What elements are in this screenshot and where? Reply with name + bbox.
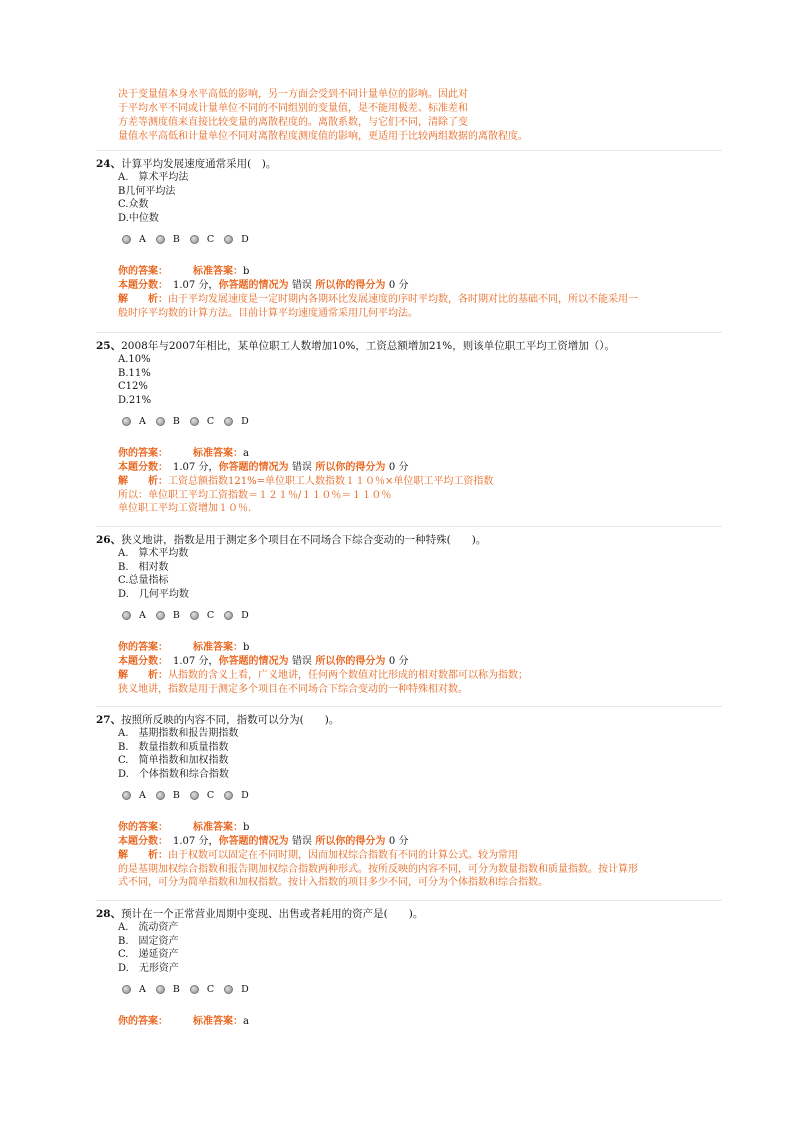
radio-option-d[interactable]: D xyxy=(224,790,249,801)
radio-option-d[interactable]: D xyxy=(224,416,249,427)
question-24 xyxy=(96,150,722,320)
radio-button-icon[interactable] xyxy=(190,235,199,244)
answer-radio-group xyxy=(96,413,722,429)
question-26 xyxy=(96,526,722,696)
answer-line: 你的答案： 标准答案：a xyxy=(118,448,249,459)
explanation: 解 析：由于平均发展速度是一定时期内各期环比发展速度的序时平均数，各时期对比的基础不同，所以不能采用一 般时序平均数的计算方法。目前计算平均速度通常采用几何平均法。 xyxy=(118,294,638,319)
answer-line: 你的答案： 标准答案：b xyxy=(118,642,250,653)
radio-option-a[interactable]: A xyxy=(122,234,146,245)
question-number: 28、 xyxy=(96,908,122,920)
radio-button-icon[interactable] xyxy=(224,611,233,620)
question-number: 27、 xyxy=(96,714,122,726)
radio-button-icon[interactable] xyxy=(190,417,199,426)
question-text: 计算平均发展速度通常采用( )。 xyxy=(121,158,277,170)
question-text: 预计在一个正常营业周期中变现、出售或者耗用的资产是( )。 xyxy=(121,908,424,920)
option-d: D. 无形资产 xyxy=(118,962,179,974)
divider xyxy=(96,332,722,333)
option-b: B几何平均法 xyxy=(118,185,176,197)
radio-option-a[interactable]: A xyxy=(122,984,146,995)
option-a: A. 算术平均数 xyxy=(118,548,189,559)
option-list xyxy=(96,727,722,781)
option-d: D. 个体指数和综合指数 xyxy=(118,768,229,780)
option-b: B.11% xyxy=(118,367,151,379)
radio-button-icon[interactable] xyxy=(156,985,165,994)
standard-answer: a xyxy=(243,448,249,459)
option-c: C.众数 xyxy=(118,199,149,210)
question-number: 25、 xyxy=(96,340,122,352)
option-list xyxy=(96,353,722,407)
radio-option-d[interactable]: D xyxy=(224,610,249,621)
answer-radio-group xyxy=(96,231,722,247)
radio-option-c[interactable]: C xyxy=(190,984,214,995)
score-line: 本题分数： 1.07 分，你答题的情况为 错误 所以你的得分为 0 分 xyxy=(118,462,409,473)
divider xyxy=(96,706,722,707)
radio-option-a[interactable]: A xyxy=(122,790,146,801)
radio-button-icon[interactable] xyxy=(122,611,131,620)
radio-option-b[interactable]: B xyxy=(156,234,180,245)
option-d: D.21% xyxy=(118,394,152,406)
radio-button-icon[interactable] xyxy=(224,791,233,800)
radio-option-d[interactable]: D xyxy=(224,984,249,995)
radio-button-icon[interactable] xyxy=(190,985,199,994)
score-line: 本题分数： 1.07 分，你答题的情况为 错误 所以你的得分为 0 分 xyxy=(118,836,409,847)
radio-button-icon[interactable] xyxy=(156,417,165,426)
radio-button-icon[interactable] xyxy=(122,985,131,994)
question-27 xyxy=(96,706,722,890)
radio-option-c[interactable]: C xyxy=(190,610,214,621)
answer-line: 你的答案： 标准答案：b xyxy=(118,266,250,277)
option-a: A. 流动资产 xyxy=(118,922,179,933)
divider xyxy=(96,526,722,527)
option-c: C. 递延资产 xyxy=(118,949,179,960)
option-a: A. 基期指数和报告期指数 xyxy=(118,728,239,739)
radio-option-c[interactable]: C xyxy=(190,790,214,801)
question-text: 按照所反映的内容不同，指数可以分为( )。 xyxy=(121,714,340,726)
explanation-line: 决于变量值本身水平高低的影响，另一方面会受到不同计量单位的影响。因此对 xyxy=(118,89,468,100)
radio-option-b[interactable]: B xyxy=(156,790,180,801)
option-b: B. 数量指数和质量指数 xyxy=(118,741,229,753)
radio-option-b[interactable]: B xyxy=(156,984,180,995)
radio-button-icon[interactable] xyxy=(224,417,233,426)
question-text: 狭义地讲，指数是用于测定多个项目在不同场合下综合变动的一种特殊( )。 xyxy=(121,534,487,546)
explanation: 解 析：从指数的含义上看，广义地讲，任何两个数值对比形成的相对数都可以称为指数； 狭义地讲，指数是用于测定多个项目在不同场合下综合变动的一种特殊相对数。 xyxy=(118,670,528,695)
divider xyxy=(96,900,722,901)
option-b: B. 固定资产 xyxy=(118,935,179,947)
answer-line: 你的答案： 标准答案：b xyxy=(118,822,250,833)
radio-button-icon[interactable] xyxy=(122,235,131,244)
answer-radio-group xyxy=(96,607,722,623)
answer-line: 你的答案： 标准答案：a xyxy=(118,1016,249,1027)
explanation-line: 于平均水平不同或计量单位不同的不同组别的变量值，是不能用极差、标准差和 xyxy=(118,103,468,114)
radio-option-a[interactable]: A xyxy=(122,416,146,427)
option-d: D.中位数 xyxy=(118,212,159,224)
answer-radio-group xyxy=(96,787,722,803)
score-line: 本题分数： 1.07 分，你答题的情况为 错误 所以你的得分为 0 分 xyxy=(118,656,409,667)
option-c: C12% xyxy=(118,381,148,392)
radio-option-a[interactable]: A xyxy=(122,610,146,621)
answer-radio-group xyxy=(96,981,722,997)
option-d: D. 几何平均数 xyxy=(118,588,189,600)
radio-button-icon[interactable] xyxy=(122,791,131,800)
question-text: 2008年与2007年相比，某单位职工人数增加10%，工资总额增加21%，则该单位职工平均工资增加（）。 xyxy=(121,340,615,352)
option-list xyxy=(96,921,722,975)
standard-answer: b xyxy=(243,822,250,833)
option-c: C. 简单指数和加权指数 xyxy=(118,755,229,766)
question-28 xyxy=(96,900,722,1029)
explanation-line: 方差等测度值来直接比较变量的离散程度的。离散系数，与它们不同，清除了变 xyxy=(118,117,468,128)
radio-button-icon[interactable] xyxy=(190,611,199,620)
option-list xyxy=(96,171,722,225)
radio-button-icon[interactable] xyxy=(156,235,165,244)
radio-button-icon[interactable] xyxy=(190,791,199,800)
radio-button-icon[interactable] xyxy=(156,791,165,800)
radio-option-c[interactable]: C xyxy=(190,234,214,245)
standard-answer: b xyxy=(243,266,250,277)
explanation-line: 量值水平高低和计量单位不同对离散程度测度值的影响，更适用于比较两组数据的离散程度。 xyxy=(118,131,528,142)
option-list xyxy=(96,547,722,601)
radio-option-b[interactable]: B xyxy=(156,610,180,621)
question-25 xyxy=(96,332,722,516)
previous-explanation-continued xyxy=(118,88,722,144)
question-number: 24、 xyxy=(96,158,122,170)
score-line: 本题分数： 1.07 分，你答题的情况为 错误 所以你的得分为 0 分 xyxy=(118,280,409,291)
standard-answer: a xyxy=(243,1016,249,1027)
option-b: B. 相对数 xyxy=(118,561,169,573)
radio-button-icon[interactable] xyxy=(224,985,233,994)
radio-option-c[interactable]: C xyxy=(190,416,214,427)
standard-answer: b xyxy=(243,642,250,653)
option-a: A. 算术平均法 xyxy=(118,172,189,183)
question-number: 26、 xyxy=(96,534,122,546)
explanation: 解 析：工资总额指数121%=单位职工人数指数１１０％×单位职工平均工资指数 所以：单位职工平均工资指数＝１２１％/１１０％＝１１０％ 单位职工平均工资增加１０％. xyxy=(118,476,494,514)
option-c: C.总量指标 xyxy=(118,575,169,586)
explanation: 解 析：由于权数可以固定在不同时期，因而加权综合指数有不同的计算公式。较为常用 的是基期加权综合指数和报告期加权综合指数两种形式。按所反映的内容不同，可分为数量指数和质量指数。按计算形 式不同，可分为简单指数和加权指数。按计入指数的项目多少不同，可分为个体指数和综合指数。 xyxy=(118,850,638,888)
radio-option-d[interactable]: D xyxy=(224,234,249,245)
radio-button-icon[interactable] xyxy=(156,611,165,620)
radio-option-b[interactable]: B xyxy=(156,416,180,427)
radio-button-icon[interactable] xyxy=(224,235,233,244)
radio-button-icon[interactable] xyxy=(122,417,131,426)
divider xyxy=(96,150,722,151)
option-a: A.10% xyxy=(118,354,151,365)
